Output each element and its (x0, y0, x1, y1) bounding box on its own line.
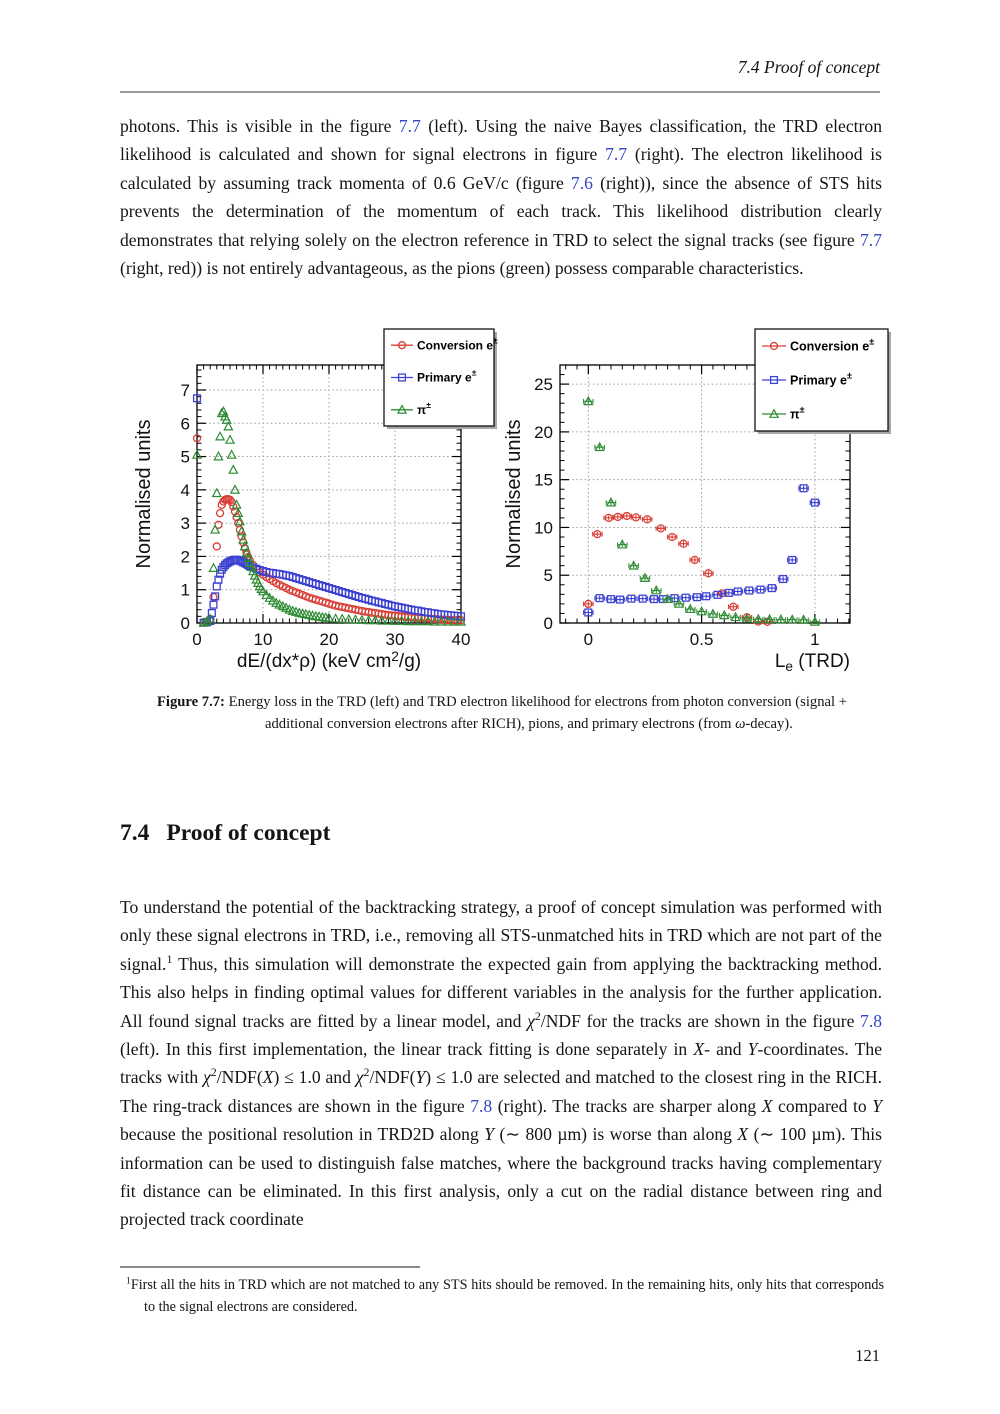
svg-text:0: 0 (543, 614, 553, 633)
svg-text:0.5: 0.5 (689, 630, 714, 649)
text-segment: Energy loss in the TRD (left) and TRD electron likelihood for electrons from photon conversion (signal + additional conversion electrons after RICH), pions, and primary electrons (from (228, 694, 847, 732)
figure-7-7 (0, 325, 1000, 690)
text-segment: /NDF for the tracks are shown in the figure (540, 1010, 861, 1031)
text-segment: (right, red)) is not entirely advantageous, as the pions (green) possess comparable characteristics. (120, 258, 804, 279)
text-segment: (∼ 800 µm) is worse than along (494, 1124, 738, 1145)
math-symbol: X (262, 1067, 274, 1088)
svg-text:10: 10 (534, 518, 553, 538)
svg-text:4: 4 (180, 480, 190, 500)
svg-text:0: 0 (583, 630, 594, 649)
figure-reference-link[interactable]: 7.7 (860, 229, 882, 250)
legend-entry-label: π± (417, 400, 431, 418)
superscript: 2 (210, 1065, 217, 1080)
text-segment: To understand the potential of the backtracking strategy, a proof of concept simulation was performed with only these signal electrons in TRD, i.e., removing all STS-unmatched hits in TRD which are not part of the signal. (120, 897, 882, 974)
figure-reference-link[interactable]: 7.8 (860, 1010, 883, 1031)
text-segment: (∼ 100 µm). This information can be used to distinguish false matches, where the background tracks having complementary fit distance can be eliminated. In this first analysis, only a cut on the radial distance between ring and projected track coordinate (120, 1124, 882, 1230)
x-axis-title: $L_e$ (TRD) (774, 651, 850, 674)
svg-text:6: 6 (180, 414, 190, 434)
superscript: 1 (126, 1275, 131, 1287)
superscript: 1 (166, 951, 173, 966)
series-circle (584, 512, 773, 625)
svg-text:20: 20 (319, 630, 339, 649)
section-title: Proof of concept (166, 820, 331, 846)
svg-text:3: 3 (180, 514, 190, 534)
text-segment: ) ≤ 1.0 and (273, 1067, 356, 1088)
text-segment: (right)), since the absence of STS hits prevents the determination of the momentum of each track. This likelihood distribution clearly demonstrates that relying solely on the electron reference in TRD to select the signal tracks (see figure (120, 172, 882, 250)
text-segment: -decay). (745, 715, 793, 732)
running-header: 7.4 Proof of concept (737, 57, 880, 77)
figure-reference-link[interactable]: 7.7 (605, 144, 628, 165)
svg-text:2: 2 (180, 547, 190, 567)
math-symbol: χ (355, 1067, 364, 1088)
svg-text:10: 10 (253, 630, 273, 649)
text-segment: -coordinates. The tracks with (120, 1039, 883, 1088)
math-symbol: χ (203, 1067, 211, 1088)
svg-text:30: 30 (385, 630, 405, 649)
legend-entry-label: π± (790, 404, 805, 422)
math-symbol: Y (484, 1124, 495, 1145)
y-axis-title: Normalised units (503, 419, 525, 569)
svg-text:5: 5 (180, 447, 190, 467)
math-symbol: X (737, 1124, 749, 1145)
paragraph-2 (120, 893, 882, 1234)
text-segment: ) ≤ 1.0 are selected and matched to the closest ring in the RICH. The ring-track distances are shown in the figure (120, 1067, 882, 1116)
section-number: 7.4 (120, 820, 150, 846)
figure-reference-link[interactable]: 7.8 (470, 1095, 493, 1116)
figure-reference-link[interactable]: 7.7 (398, 116, 421, 136)
figure-caption (157, 692, 847, 735)
svg-text:5: 5 (543, 566, 553, 586)
footnote-rule (120, 1266, 420, 1268)
y-axis-title: Normalised units (133, 419, 155, 569)
svg-text:20: 20 (534, 422, 553, 442)
svg-text:1: 1 (810, 630, 820, 649)
text-segment: First all the hits in TRD which are not matched to any STS hits should be removed. In the remaining hits, only hits that corresponds to the signal electrons are considered. (130, 1277, 884, 1315)
math-symbol: χ (527, 1010, 535, 1031)
svg-text:0: 0 (192, 630, 202, 649)
svg-text:15: 15 (534, 470, 553, 490)
svg-text:7: 7 (180, 380, 190, 400)
superscript: 2 (534, 1008, 541, 1023)
paragraph-1 (120, 112, 882, 282)
svg-text:1: 1 (180, 580, 190, 600)
math-symbol: Y (415, 1067, 426, 1088)
text-segment: /NDF( (216, 1067, 263, 1088)
header-rule (120, 91, 880, 93)
text-segment: Thus, this simulation will demonstrate the expected gain from applying the backtracking method. This also helps in finding optimal values for different variables in the analysis for the further application. All found signal tracks are fitted by a linear model, and (120, 953, 882, 1031)
text-segment: (left). Using the naive Bayes classification, the TRD electron likelihood is calculated and shown for signal electrons in figure (120, 116, 882, 165)
chart-energy-loss (133, 325, 499, 688)
text-segment: - and (704, 1039, 748, 1060)
text-segment: /NDF( (369, 1067, 416, 1088)
legend-entry-label: Primary e± (790, 370, 852, 388)
svg-text:40: 40 (451, 630, 471, 649)
section-heading (120, 820, 330, 847)
math-symbol: Y (747, 1039, 758, 1060)
text-segment: because the positional resolution in TRD2D along (120, 1124, 485, 1145)
svg-text:0: 0 (180, 614, 190, 633)
chart-electron-likelihood (503, 325, 891, 688)
math-symbol: X (761, 1095, 773, 1116)
text-segment: photons. This is visible in the figure (120, 116, 399, 136)
math-symbol: Y (872, 1095, 882, 1116)
figure-caption-text (229, 694, 847, 732)
page-number: 121 (855, 1346, 880, 1365)
legend-entry-label: Primary e± (417, 367, 477, 385)
text-segment: (right). The electron likelihood is calculated by assuming track momenta of 0.6 GeV/c (figure (120, 144, 882, 193)
legend-entry-label: Conversion e± (790, 336, 875, 354)
svg-text:25: 25 (534, 375, 553, 395)
text-segment: (right). The tracks are sharper along (492, 1095, 762, 1116)
superscript: 2 (363, 1065, 370, 1080)
text-segment: (left). In this first implementation, the linear track fitting is done separately in (120, 1039, 694, 1060)
x-axis-title: dE/(dx*ρ) (keV $cm^2/g$) (236, 649, 422, 672)
footnote-1 (120, 1275, 884, 1318)
figure-reference-link[interactable]: 7.6 (570, 172, 593, 193)
figure-caption-label: Figure 7.7: (157, 694, 225, 710)
math-symbol: X (693, 1039, 705, 1060)
text-segment: compared to (772, 1095, 873, 1116)
math-symbol: ω (735, 715, 746, 732)
legend (384, 329, 498, 429)
legend-entry-label: Conversion e± (417, 335, 498, 353)
legend (755, 329, 891, 434)
